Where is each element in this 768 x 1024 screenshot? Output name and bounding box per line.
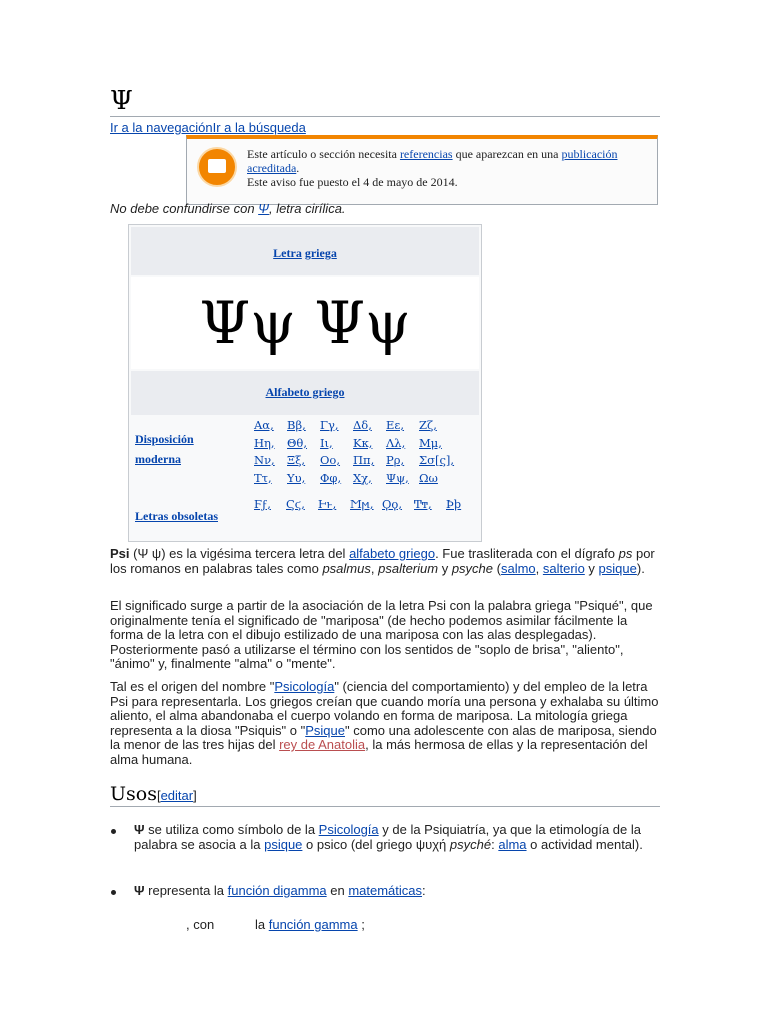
psicologia-link[interactable]: Psicología: [274, 679, 335, 694]
greek-letter-link[interactable]: Νν,: [254, 453, 275, 467]
book-icon: [197, 147, 237, 187]
notice-text: Este artículo o sección necesita referencias que aparezcan en una publicación acreditada. Este aviso fue puesto el 4 de mayo de 2014.: [247, 147, 618, 189]
psique-goddess-link[interactable]: Psique: [305, 722, 345, 738]
formula-gamma-text: la función gamma ;: [255, 917, 365, 932]
greek-letter-link[interactable]: Ϝϝ,: [254, 497, 271, 511]
greek-letter-link[interactable]: Ψψ,: [386, 470, 409, 485]
infobox-header: [131, 227, 479, 275]
title-divider: [110, 116, 660, 117]
greek-letter-link[interactable]: Ρρ,: [386, 453, 405, 467]
modern-arrangement-link-2[interactable]: moderna: [135, 452, 181, 466]
modern-arrangement-label: [135, 429, 194, 469]
greek-letter-link[interactable]: Γγ,: [320, 418, 339, 432]
digamma-function-link[interactable]: función digamma: [227, 883, 327, 898]
greek-letter-link[interactable]: Ͱͱ,: [318, 497, 337, 511]
letter-link[interactable]: Letra: [273, 246, 302, 260]
hatnote: No debe confundirse con Ψ, letra cirílica.: [110, 201, 346, 216]
references-link[interactable]: referencias: [399, 147, 453, 161]
greek-alphabet-text-link[interactable]: alfabeto griego: [349, 546, 436, 561]
greek-letter-link[interactable]: Ϸϸ: [446, 497, 462, 511]
greek-letter-link[interactable]: Χχ,: [353, 470, 372, 485]
greek-letter-link[interactable]: Ϻϻ,: [350, 497, 374, 511]
greek-letter-link[interactable]: Ππ,: [353, 453, 375, 467]
origin-paragraph: Tal es el origen del nombre "Psicología" (ciencia del comportamiento) y del empleo de la letra Psi para representarla. Los griegos creían que cuando moría una persona y exhalaba su último aliento, el alma abandonaba el cuerpo volando en forma de mariposa. La mitología griega representa a la diosa "Psiquis" o "Psique" como una adolescente con alas de mariposa, siendo la menor de las tres hijas del rey de Anatolia, la más hermosa de ellas y la representación del alma humana.: [110, 679, 659, 767]
greek-letter-link[interactable]: Θθ,: [287, 435, 308, 450]
greek-letter-link[interactable]: Ϛϛ,: [286, 497, 305, 511]
edit-section-link: [editar]: [156, 788, 197, 803]
greek-letter-link[interactable]: Εε,: [386, 418, 405, 432]
psique-use-link[interactable]: psique: [264, 836, 303, 852]
list-item: Ψ representa la función digamma en matemáticas:: [134, 883, 426, 898]
greek-letter-link[interactable]: Ͳͳ,: [414, 497, 432, 511]
bullet-icon: [111, 829, 116, 834]
modern-arrangement-link-1[interactable]: Disposición: [135, 432, 194, 446]
cyrillic-psi-link[interactable]: Ψ: [258, 201, 269, 216]
section-divider: [110, 806, 660, 807]
greek-letter-link[interactable]: Κκ,: [353, 435, 373, 450]
alphabet-header: [131, 371, 479, 415]
psique-link[interactable]: psique: [598, 560, 637, 576]
page-title: Ψ: [110, 86, 133, 116]
references-notice: [186, 135, 658, 205]
greek-letter-link[interactable]: Ιι,: [320, 435, 333, 450]
greek-letter-link[interactable]: Ηη,: [254, 435, 275, 450]
psicologia-use-link[interactable]: Psicología: [318, 822, 379, 837]
obsolete-letters-label: [135, 506, 218, 526]
accredited-publication-link[interactable]: publicación acreditada: [247, 147, 618, 175]
greek-letter-link[interactable]: Υυ,: [287, 470, 306, 485]
list-item: Ψ se utiliza como símbolo de la Psicología y de la Psiquiatría, ya que la etimología de la palabra se asocia a la psique o psico (del griego ψυχή psyché: alma o actividad mental).: [134, 822, 643, 852]
intro-paragraph: Psi (Ψ ψ) es la vigésima tercera letra del alfabeto griego. Fue trasliterada con el dígrafo ps por los romanos en palabras tales como psalmus, psalterium y psyche (salmo, salterio y psique).: [110, 546, 655, 576]
gamma-function-link[interactable]: función gamma: [268, 917, 358, 932]
salmo-link[interactable]: salmo: [500, 560, 536, 576]
greek-letter-link[interactable]: Ζζ,: [419, 418, 437, 432]
greek-letter-link[interactable]: Φφ,: [320, 470, 342, 485]
skip-to-navigation-link[interactable]: Ir a la navegación: [110, 120, 213, 135]
greek-letter-link[interactable]: Σσ[ς],: [419, 453, 455, 467]
anatolia-king-link[interactable]: rey de Anatolia: [279, 737, 366, 753]
greek-letter-link[interactable]: Δδ,: [353, 418, 372, 432]
greek-letter-link[interactable]: Ττ,: [254, 470, 272, 485]
greek-letter-link[interactable]: Οο,: [320, 453, 341, 467]
greek-alphabet-link[interactable]: Alfabeto griego: [265, 385, 345, 399]
greek-letter-link[interactable]: Ξξ,: [287, 453, 306, 467]
greek-letter-link[interactable]: Αα,: [254, 418, 274, 432]
notice-date: Este aviso fue puesto el 4 de mayo de 2014.: [247, 175, 458, 189]
formula-con-text: , con: [186, 917, 215, 932]
skip-links: [110, 120, 306, 135]
greek-letter-link[interactable]: Ββ,: [287, 418, 306, 432]
greek-link[interactable]: griega: [304, 246, 337, 260]
obsolete-letters-link[interactable]: Letras obsoletas: [135, 509, 218, 523]
greek-letter-link[interactable]: Μμ,: [419, 435, 442, 450]
matematicas-link[interactable]: matemáticas: [348, 883, 423, 898]
bullet-icon: [111, 890, 116, 895]
greek-letter-link[interactable]: Ωω: [419, 470, 438, 485]
meaning-paragraph: El significado surge a partir de la asociación de la letra Psi con la palabra griega "Psiqué", que originalmente tenía el significado de "mariposa" (de hecho podemos asimilar fácilmente la forma de la letra con el dibujo estilizado de una mariposa con las alas desplegadas). Posteriormente pasó a utilizarse el término con los sentidos de "soplo de brisa", "aliento", "ánimo" y, finalmente "alma" o "mente".: [110, 598, 653, 672]
greek-letter-link[interactable]: Λλ,: [386, 435, 406, 450]
psi-glyphs: Ψψ Ψψ: [131, 277, 479, 369]
greek-letter-link[interactable]: Ϙϙ,: [382, 497, 403, 511]
infobox: [128, 224, 482, 542]
salterio-link[interactable]: salterio: [542, 560, 585, 576]
section-heading-usos: Usos[editar]: [110, 783, 197, 805]
skip-to-search-link[interactable]: Ir a la búsqueda: [212, 120, 306, 135]
alma-link[interactable]: alma: [498, 836, 527, 852]
